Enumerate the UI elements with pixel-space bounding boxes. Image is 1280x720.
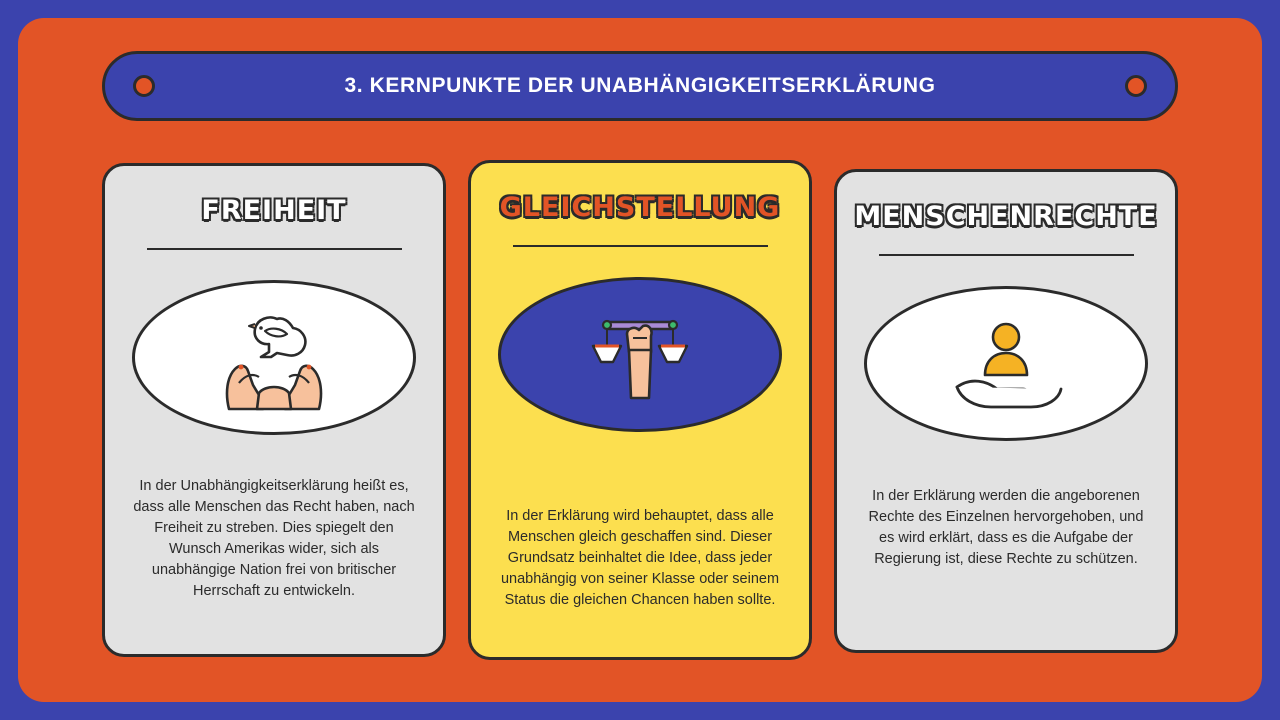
bolt-right-icon (1125, 75, 1147, 97)
card-title: MENSCHENRECHTE (854, 201, 1158, 232)
card-icon-frame (864, 286, 1148, 441)
card-title: GLEICHSTELLUNG (499, 192, 781, 223)
slide-title-bar (102, 51, 1178, 121)
card-body: In der Erklärung werden die angeborenen Rechte des Einzelnen hervorgehoben, und es wird erklärt, dass es die Aufgabe der Regierung ist, diese Rechte zu schützen. (868, 487, 1144, 567)
hand-holding-person-icon (931, 303, 1081, 423)
card-title: FREIHEIT (201, 195, 347, 226)
card-divider (513, 245, 768, 247)
cards-container (102, 163, 1178, 663)
card-body: In der Erklärung wird behauptet, dass alle Menschen gleich geschaffen sind. Dieser Grundsatz beinhaltet die Idee, dass jeder unabhängig von seiner Klasse oder seinem Status die gleichen Chancen haben sollte. (500, 507, 780, 608)
slide-panel (18, 18, 1262, 702)
card-freiheit (102, 163, 446, 657)
card-body: In der Unabhängigkeitserklärung heißt es, dass alle Menschen das Recht haben, nach Freiheit zu streben. Dies spiegelt den Wunsch Amerikas wider, sich als unabhängige Nation frei von britischer Herrschaft zu entwickeln. (133, 477, 415, 599)
page-title: 3. KERNPUNKTE DER UNABHÄNGIGKEITSERKLÄRUNG (344, 74, 936, 97)
card-divider (879, 254, 1134, 256)
card-gleichstellung (468, 160, 812, 660)
hand-holding-scales-icon (565, 294, 715, 414)
card-icon-frame (132, 280, 416, 435)
hands-holding-dove-icon (199, 297, 349, 417)
bolt-left-icon (133, 75, 155, 97)
card-menschenrechte (834, 169, 1178, 653)
card-icon-frame (498, 277, 782, 432)
card-divider (147, 248, 402, 250)
